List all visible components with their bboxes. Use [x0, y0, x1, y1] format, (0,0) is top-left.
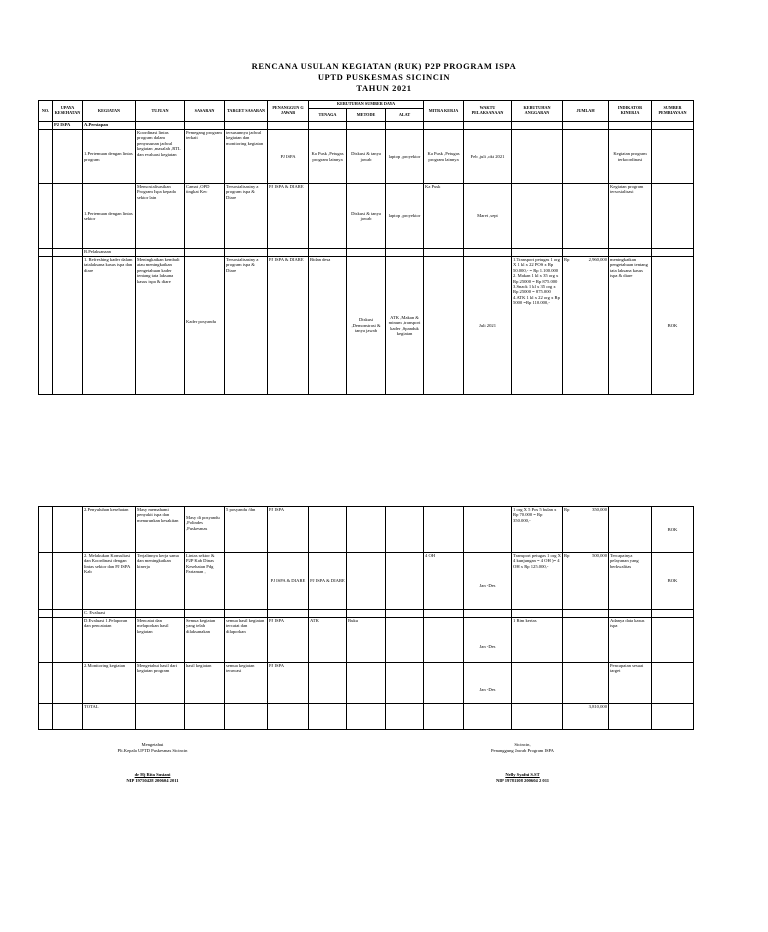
col-anggaran: KEBUTUHAN ANGGARAN [512, 101, 563, 122]
total-label: TOTAL [83, 704, 136, 730]
metode-cell: Buku [347, 618, 386, 663]
tujuan-cell: Mensosialisasikan Program Ispa kepada sektor lain [136, 184, 185, 249]
sumber-cell: BOK [652, 257, 694, 395]
sasaran-cell: Semua kegiatan yang telah dilaksanakan [185, 618, 225, 663]
mitra-cell: Ka Pusk ,Petugas program lainnya [424, 130, 464, 184]
mitra-cell: Ka Pusk [424, 184, 464, 249]
table-row [39, 507, 694, 553]
col-waktu: WAKTU PELAKSANAAN [464, 101, 512, 122]
target-cell: Tersosialisasiny a program ispa & Diare [225, 184, 268, 249]
indikator-cell: meningkatkan pengetahuan tentang tata laksana kasus ispa & diare [609, 257, 652, 395]
anggaran-cell: 1.Transport petugas 1 org X 1 kl x 22 POS x Rp 50.000,- = Rp 1.100.000 2. Makan 1 kl x 35 org x Rp 25000 = Rp 875.000 3.Snack 1 kl x 35 org x Rp 25000 = 875.000 4.ATK 1 kl x 22 org x Rp 5000 =Rp 110.000,- [512, 257, 563, 395]
kegiatan-cell: 1. Refreshing kader dalam tatalaksana kasus ispa dan diare [83, 257, 136, 395]
alat-cell: laptop ,proyektor [386, 184, 424, 249]
tujuan-cell: Mencatat dan melaporkan hasil kegiatan [136, 618, 185, 663]
sasaran-cell: Masy di posyandu ,Polindes ,Puskesmas [185, 507, 225, 553]
sig-left-name: dr Hj Rita Susiani [134, 772, 171, 777]
document-title: RENCANA USULAN KEGIATAN (RUK) P2P PROGRAM ISPA [251, 61, 517, 71]
kegiatan-cell: D.Evaluasi 1.Pelaporan dan pencatatan [83, 618, 136, 663]
anggaran-cell: 1 Rim kertas [512, 618, 563, 663]
col-kegiatan: KEGIATAN [83, 101, 136, 122]
mitra-cell: 4 OH [424, 553, 464, 610]
sig-right-position: Penanggung Jawab Program ISPA [491, 748, 554, 753]
tenaga-cell: ATK [309, 618, 347, 663]
col-jumlah: JUMLAH [563, 101, 609, 122]
tenaga-cell: Ka Pusk ,Petugas program lainnya [309, 130, 347, 184]
col-tenaga: TENAGA [309, 109, 347, 122]
waktu-cell: Jan -Des [464, 553, 512, 610]
col-target: TARGET SASARAN [225, 101, 268, 122]
sasaran-cell: Lintas sektor & P2P Kab Dinas Kesehatan Pdg Pariaman , [185, 553, 225, 610]
waktu-cell: Feb ,juli ,okt 2021 [464, 130, 512, 184]
ruk-table-page1 [38, 100, 694, 395]
tenaga-cell: Bidan desa [309, 257, 347, 395]
kegiatan-cell: 2. Melakukan Konsultasi dan Koordinasi dengan lintas sektor dan PJ ISPA Kab [83, 553, 136, 610]
indikator-cell: Adanya data kasus ispa [609, 618, 652, 663]
table-row [39, 618, 694, 663]
kegiatan-cell: 1.Pertemuan dengan lintas program [83, 130, 136, 184]
sumber-cell: BOK [652, 507, 694, 553]
target-cell: Tersosialisasiny a program ispa & Diare [225, 257, 268, 395]
table-row [39, 184, 694, 249]
sig-right-name: Nelly Syafni S.ST [505, 772, 540, 777]
col-kebutuhan-group: KEBUTUHAN SUMBER DAYA [309, 101, 424, 109]
tujuan-cell: Koordinasi lintas program dalam penyusunan jadwal kegiatan ,masalah ,RTL dan evaluasi kegiatan [136, 130, 185, 184]
alat-cell: laptop ,proyektor [386, 130, 424, 184]
target-cell: semua kegiatan terawasi [225, 663, 268, 704]
sasaran-cell: Camat ,OPD tingkat Kec [185, 184, 225, 249]
signature-left [95, 742, 210, 784]
table-row [39, 257, 694, 395]
target-cell: tersusunnya jadwal kegiatan dan monitoring kegiatan [225, 130, 268, 184]
sasaran-cell: Kader posyandu [185, 257, 225, 395]
indikator-cell: Kegiatan program terkoordinasi [609, 130, 652, 184]
waktu-cell: Jan -Des [464, 663, 512, 704]
waktu-cell: Jan -Des [464, 618, 512, 663]
pj-cell: PJ ISPA [268, 130, 309, 184]
sig-right-nip: NIP 19781108 200604 2 011 [495, 778, 550, 783]
sig-left-nip: NIP 19750428 200604 2011 [126, 778, 179, 783]
signature-right [465, 742, 580, 784]
metode-cell: Diskusi & tanya jawab [347, 130, 386, 184]
sumber-cell: BOK [652, 553, 694, 610]
waktu-cell: Maret ,sept [464, 184, 512, 249]
pj-cell: PJ ISPA & DIARE [268, 257, 309, 395]
table-row [39, 130, 694, 184]
col-upaya: UPAYA KESEHATAN [53, 101, 83, 122]
section-pelaksanaan: B.Pelaksanaan [83, 249, 136, 257]
metode-cell: Diskusi ,Demonstrasi & tanya jawab [347, 257, 386, 395]
tujuan-cell: Meningkatkan kembali atau meningkatkan pengetahuan kader tentang tata laksana kasus ispa & diare [136, 257, 185, 395]
table-row [39, 553, 694, 610]
col-alat: ALAT [386, 109, 424, 122]
anggaran-cell: Transport petugas 1 org X 4 kunjungan = 4 OH )= 4 OH x Rp 125.000,- [512, 553, 563, 610]
col-sumber: SUMBER PEMBIAYAAN [652, 101, 694, 122]
sig-left-caption: Mengetahui [141, 742, 164, 747]
tenaga-cell: PJ ISPA & DIARE [309, 553, 347, 610]
col-no: NO. [39, 101, 53, 122]
col-sasaran: SASARAN [185, 101, 225, 122]
pj-cell: PJ ISPA [268, 618, 309, 663]
waktu-cell: Juli 2021 [464, 257, 512, 395]
sasaran-cell: hasil kegiatan [185, 663, 225, 704]
indikator-cell: Tercapainya pelayanan yang berkwalitas [609, 553, 652, 610]
sasaran-cell: Pemegang program terkait [185, 130, 225, 184]
col-tujuan: TUJUAN [136, 101, 185, 122]
table-row [39, 663, 694, 704]
tujuan-cell: Mengetahui hasil dari kegiatan program [136, 663, 185, 704]
kegiatan-cell: 2.Penyuluhan kesehatan [83, 507, 136, 553]
metode-cell: Diskusi & tanya jawab [347, 184, 386, 249]
ruk-table-page2 [38, 506, 694, 730]
col-indikator: INDIKATOR KINERJA [609, 101, 652, 122]
kegiatan-cell: 2.Monitoring kegiatan [83, 663, 136, 704]
kegiatan-cell: 1.Pertemuan dengan lintas sektor [83, 184, 136, 249]
col-mitra: MITRA KERJA [424, 101, 464, 122]
tujuan-cell: Masy memahami penyakit ispa dan menurunkan kesakitan [136, 507, 185, 553]
upaya-cell: P2 ISPA [53, 122, 83, 130]
document-subtitle: UPTD PUSKESMAS SICINCIN [317, 72, 451, 82]
jumlah-cell: Rp 500,000 [563, 553, 609, 610]
target-cell: 5 posyandu /thn [225, 507, 268, 553]
sig-right-caption: Sicincin, [514, 742, 531, 747]
tujuan-cell: Terjalinnya kerja sama dan meningkatkan kinerja [136, 553, 185, 610]
jumlah-cell: Rp 350,000 [563, 507, 609, 553]
total-amount: 3,810,000 [563, 704, 609, 730]
section-persiapan: A.Persiapan [83, 122, 136, 130]
col-metode: METODE [347, 109, 386, 122]
anggaran-cell: 1 org X 5 Pos 5 bulan x Rp 70.000 = Rp 350.000,- [512, 507, 563, 553]
indikator-cell: Kegiatan program tersosialisasi [609, 184, 652, 249]
jumlah-cell: Rp 2,960,000 [563, 257, 609, 395]
pj-cell: PJ ISPA & DIARE [268, 553, 309, 610]
sig-left-position: Plt.Kepala UPTD Puskesmas Sicincin [117, 748, 188, 753]
pj-cell: PJ ISPA [268, 663, 309, 704]
col-pj: PENANGGUN G JAWAB [268, 101, 309, 122]
total-row [39, 704, 694, 730]
indikator-cell: Pencapaian sesuai target [609, 663, 652, 704]
pj-cell: PJ ISPA [268, 507, 309, 553]
pj-cell: PJ ISPA & DIARE [268, 184, 309, 249]
alat-cell: ATK ,Makan & minum ,transport kader ,Spanduk kegiatan [386, 257, 424, 395]
document-year: TAHUN 2021 [356, 83, 412, 93]
section-evaluasi: C. Evaluasi [83, 610, 136, 618]
target-cell: semua hasil kegiatan tercatat dan dilaporkan [225, 618, 268, 663]
